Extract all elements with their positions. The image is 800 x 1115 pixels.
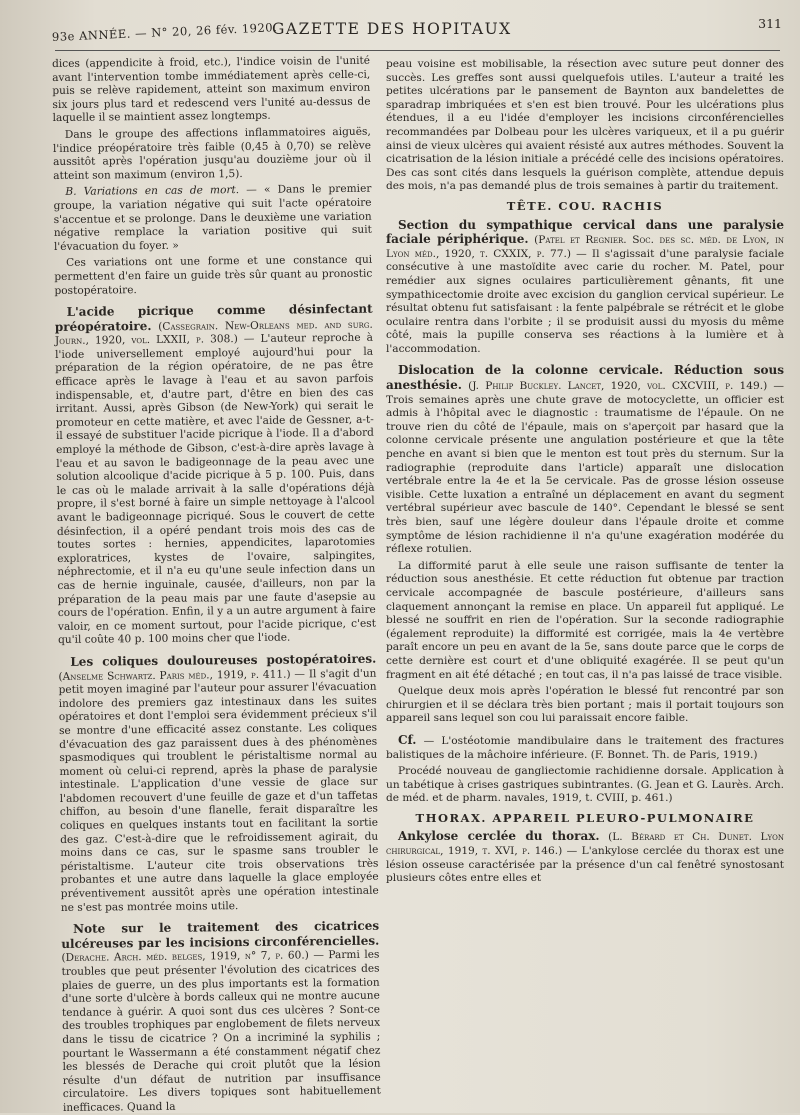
article-body: — Parmi les troubles que peut présenter l'évolution des cicatrices des plaies de guerre, un des plus importants est la formation d'une sorte d'ulcère à bords calleux qui ne montre aucune tendance à guérir. A quoi sont dus ces ulcères ? Sont-ce des troubles trophiques par englobement de filets nerveux dans le tissu de cicatrice ? On a incriminé la syphilis ; pourtant le Wassermann a été constamment négatif chez les blessés de Derache qui croit plutôt que la lésion résulte d'un défaut de nutrition par insuffisance circulatoire. Les divers topiques sont habituellement inefficaces. Quand la <box>61 949 381 1114</box>
article-body: — Il s'agissait d'une paralysie faciale consécutive à une mastoïdite avec carie du rocher. M. Patel, pour remédier aux signes oculaires particulièrement gênants, fit une sympathicectomie droite avec excision du ganglion cervical supérieur. Le résultat obtenu fut satisfaisant : la fente palpébrale se rétrécit et le globe oculaire rentra dans l'orbite ; il se produisit aussi du myosis du même côté, mais la pupille conserva ses réactions à la lumière et à l'accommodation. <box>386 247 784 355</box>
article-picric-acid <box>55 303 377 648</box>
article-title: Section du sympathique cervical dans une paralysie faciale périphérique. <box>386 217 784 247</box>
article-title: Les coliques douloureuses postopératoires. <box>70 651 377 669</box>
paragraph: La difformité parut à elle seule une raison suffisante de tenter la réduction sous anesthésie. Et cette réduction fut obtenue par traction cervicale accompagnée de bascule postérieure, d'ailleurs sans claquement annonçant la remise en place. Un appareil fut appliqué. Le blessé ne souffrit en rien de l'opération. Sur la seconde radiographie (également reproduite) la difformité est corrigée, mais la 4e vertèbre paraît encore un peu en avant de la 5e, sans doute parce que le corps de cette dernière est court et d'une obliquité exagérée. Il se peut qu'un fragment en ait été détaché ; en tout cas, il n'a pas laissé de trace visible. <box>386 559 784 681</box>
header-rule <box>55 50 780 51</box>
article-scars <box>61 920 381 1115</box>
article-title: Dislocation de la colonne cervicale. Réduction sous anesthésie. <box>386 363 784 393</box>
article-reference: (Anselme Schwartz. Paris méd., 1919, p. 411.) <box>58 668 291 683</box>
article-title: L'acide picrique comme désinfectant préopératoire. <box>54 301 373 334</box>
article-reference: (Derache. Arch. méd. belges, 1919, n° 7, p. 60.) <box>61 949 309 965</box>
article-reference: (L. Bérard et Ch. Dunet. Lyon chirurgical, 1919, t. XVI, p. 146.) <box>386 831 784 858</box>
cf-lead: Cf. <box>398 732 417 747</box>
section-rubric: THORAX. APPAREIL PLEURO-PULMONAIRE <box>415 810 755 825</box>
article-reference: (Cassegrain. New-Orleans med. and surg. Journ., 1920, vol. LXXII, p. 308.) <box>54 318 373 348</box>
article-colics <box>58 653 379 916</box>
article-sympathetic <box>386 219 784 357</box>
article-dislocation <box>386 364 784 556</box>
paragraph: Dans le groupe des affections inflammatoires aiguës, l'indice préopératoire très faible (0,45 à 0,70) se relève aussitôt après l'opération jusqu'au douzième jour où il atteint son maximum (environ 1,5). <box>52 125 372 182</box>
left-column <box>52 54 381 1114</box>
article-title: Note sur le traitement des cicatrices ulcéreuses par les incisions circonférencielles. <box>61 918 380 951</box>
section-rubric: TÊTE. COU. RACHIS <box>506 198 664 213</box>
paragraph: Quelque deux mois après l'opération le blessé fut rencontré par son chirurgien et il se déclara très bien portant ; mais il portait toujours son appareil sans lequel son cou lui paraissait encore faible. <box>386 685 784 725</box>
article-body: — L'auteur reproche à l'iode universellement employé aujourd'hui pour la préparation de la région opératoire, de ne pas être efficace après le lavage à l'eau et au savon parfois indispensable, et, d'autre part, d'être en bien des cas irritant. Aussi, après Gibson (de New-York) qui serait le promoteur en cette matière, et avec l'aide de Gessner, a-t-il essayé de substituer l'acide picrique à l'iode. Il a d'abord employé la méthode de Gibson, c'est-à-dire après lavage à l'eau et au savon le badigeonnage de la peau avec une solution alcoolique d'acide picrique à 5 p. 100. Puis, dans le cas où le malade arrivait à la salle d'opérations déjà propre, il s'est borné à faire un simple nettoyage à l'alcool avant le badigeonnage picriqué. Sous le couvert de cette désinfection, il a opéré pendant trois mois des cas de toutes sortes : hernies, appendicites, laparotomies exploratrices, kystes de l'ovaire, salpingites, néphrectomie, et il n'a eu qu'une seule infection dans un cas de hernie inguinale, causée, d'ailleurs, non par la préparation de la peau mais par une faute d'asepsie au cours de l'opération. Enfin, il y a un autre argument à faire valoir, en ce moment surtout, pour l'acide picrique, c'est qu'il coûte 40 p. 100 moins cher que l'iode. <box>55 331 377 647</box>
article-body: — Trois semaines après une chute grave de motocyclette, un officier est admis à l'hôpital avec le diagnostic : traumatisme de l'épaule. On ne trouve rien du côté de l'épaule, mais on s'aperçoit par hasard que la colonne cervicale présente une angulation postérieure et que la tête penche en avant si bien que le menton est tout près du sternum. Sur la radiographie (reproduite dans l'article) apparaît une dislocation vertébrale entre la 4e et la 5e cervicale. Pas de grosse lésion osseuse visible. Cette luxation a entraîné un déplacement en avant du segment vertébral supérieur avec bascule de 140°. Cependant le blessé se sent très bien, sauf une légère douleur dans l'épaule droite et comme symptôme de lésion rachidienne il n'a qu'une exagération modérée du réflexe rotulien. <box>386 380 784 556</box>
page-number: 311 <box>758 16 782 31</box>
page-header <box>52 14 782 44</box>
cf-note: Cf. — L'ostéotomie mandibulaire dans le traitement des fractures balistiques de la mâchoire inférieure. (F. Bonnet. Th. de Paris, 1919.) <box>386 732 784 761</box>
journal-title: GAZETTE DES HOPITAUX <box>272 20 512 38</box>
paragraph: B. Variations en cas de mort. — « Dans le premier groupe, la variation négative qui suit l'acte opératoire s'accentue et se prolonge. Dans le deuxième une variation négative remplace la variation positive qui suit l'évacuation du foyer. » <box>53 183 372 253</box>
paragraph: Procédé nouveau de gangliectomie rachidienne dorsale. Application à un tabétique à crises gastriques subintrantes. (G. Jean et G. Laurès. Arch. de méd. et de pharm. navales, 1919, t. CVIII, p. 461.) <box>386 765 784 805</box>
article-body: — Il s'agit d'un petit moyen imaginé par l'auteur pour assurer l'évacuation indolore des premiers gaz intestinaux dans les suites opératoires et dont l'emploi sera évidemment précieux s'il se montre d'une efficacité assez constante. Les coliques d'évacuation des gaz paraissent dues à des phénomènes spasmodiques qui troublent le péristaltisme normal au moment où celui-ci reprend, après la phase de paralysie intestinale. L'application d'une vessie de glace sur l'abdomen recouvert d'une feuille de gaze et d'un taffetas chiffon, au besoin d'une flanelle, ferait disparaître les coliques en quelques instants tout en facilitant la sortie des gaz. C'est-à-dire que le refroidissement agirait, du moins dans ce cas, sur le spasme sans troubler le péristaltisme. L'auteur cite trois observations très probantes et une autre dans laquelle la glace employée préventivement aussitôt après une opération intestinale ne s'est pas montrée moins utile. <box>58 667 379 914</box>
article-reference: (Patel et Regnier. Soc. des sc. méd. de Lyon, in Lyon méd., 1920, t. CXXIX, p. 77.) <box>386 234 784 260</box>
subsection-lead: B. Variations en cas de mort. <box>65 184 240 199</box>
article-reference: (J. Philip Buckley. Lancet, 1920, vol. CXCVIII, p. 149.) <box>461 380 768 393</box>
right-column <box>386 58 784 1103</box>
paragraph: dices (appendicite à froid, etc.), l'indice voisin de l'unité avant l'intervention tombe immédiatement après celle-ci, puis se relève rapidement, atteint son maximum environ six jours plus tard et redescend vers l'unité au-dessus de laquelle il se maintient assez longtemps. <box>52 54 371 125</box>
article-title: Ankylose cerclée du thorax. <box>398 829 600 844</box>
article-ankylosis <box>386 830 784 885</box>
paragraph: peau voisine est mobilisable, la résection avec suture peut donner des succès. Les greffes sont aussi quelquefois utiles. L'auteur a traité les petites ulcérations par le pansement de Baynton aux bandelettes de sparadrap imbriquées et s'en est bien trouvé. Pour les ulcérations plus étendues, il a eu l'idée d'employer les incisions circonférencielles recommandées par Dolbeau pour les ulcères variqueux, et il a pu guérir ainsi de vieux ulcères qui avaient résisté aux autres méthodes. Souvent la cicatrisation de la lésion initiale a précédé celle des incisions opératoires. Des cas sont cités dans lesquels la guérison complète, attendue depuis des mois, n'a pas demandé plus de trois semaines à partir du traitement. <box>386 58 784 193</box>
paragraph: Ces variations ont une forme et une constance qui permettent d'en faire un guide très sûr quant au pronostic postopératoire. <box>54 253 373 297</box>
issue-info: 93e ANNÉE. — N° 20, 26 fév. 1920. <box>51 20 278 44</box>
article-body: — L'ankylose cerclée du thorax est une lésion osseuse caractérisée par la présence d'un cal fenêtré synostosant plusieurs côtes entre elles et <box>386 845 784 885</box>
